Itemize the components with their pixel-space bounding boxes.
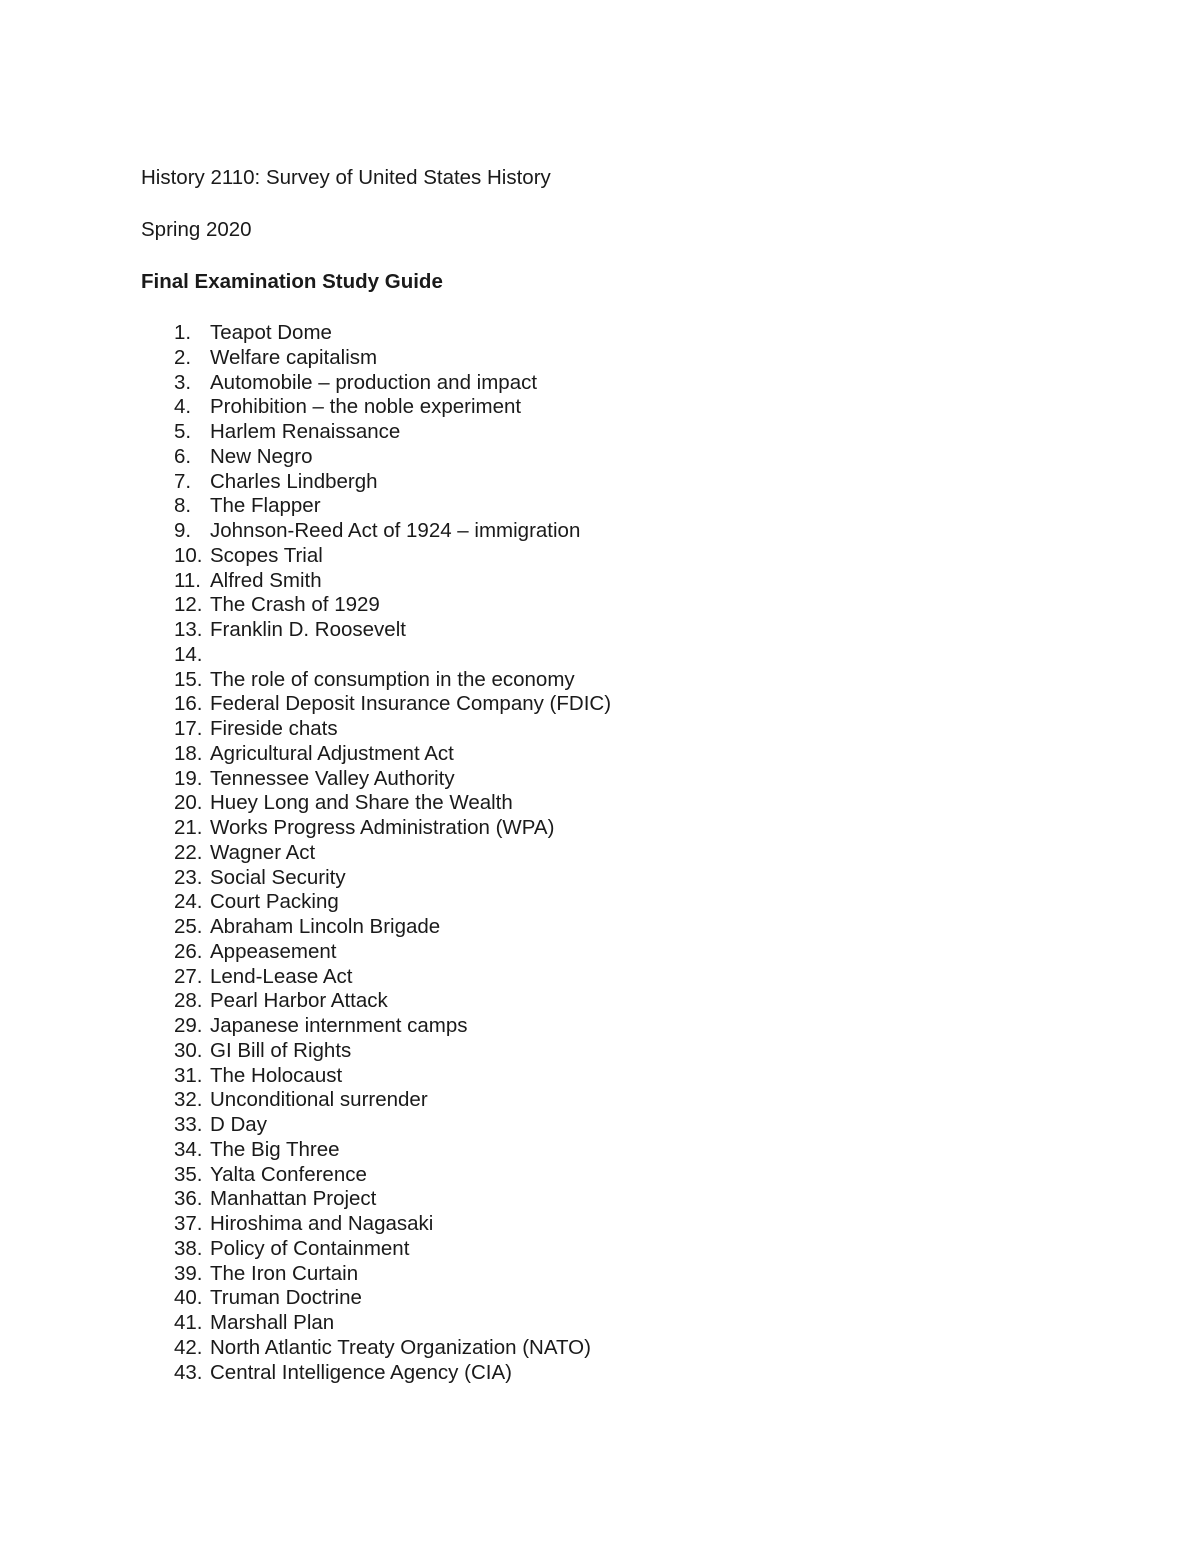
list-item [141, 742, 1041, 767]
list-item-number: 38. [174, 1236, 203, 1260]
list-item-number: 14. [174, 642, 203, 666]
list-item [141, 1311, 1041, 1336]
list-item [141, 692, 1041, 717]
list-item-text: Franklin D. Roosevelt [210, 618, 406, 641]
list-item-text: Marshall Plan [210, 1311, 335, 1334]
document-body [141, 164, 1041, 1385]
list-item-number: 8. [174, 494, 192, 518]
list-item-text: Scopes Trial [210, 543, 323, 567]
list-item-number: 24. [174, 890, 203, 914]
list-item-number: 4. [174, 395, 192, 419]
list-item [141, 494, 1041, 519]
list-item [141, 643, 1041, 668]
list-item-text: New Negro [210, 444, 313, 468]
list-item-text: Agricultural Adjustment Act [210, 741, 454, 765]
list-item-number: 40. [174, 1286, 203, 1310]
list-item-text: Truman Doctrine [210, 1286, 362, 1310]
list-item-number: 3. [174, 370, 192, 394]
list-item-number: 29. [174, 1014, 203, 1037]
list-item-text: The Holocaust [210, 1063, 343, 1087]
list-item [141, 1361, 1041, 1386]
list-item [141, 668, 1041, 693]
list-item-text: Huey Long and Share the Wealth [210, 791, 513, 815]
list-item [141, 1064, 1041, 1089]
list-item-number: 22. [174, 840, 203, 864]
list-item-text: Welfare capitalism [210, 345, 378, 369]
list-item-number: 13. [174, 618, 203, 641]
list-item-text: Court Packing [210, 890, 339, 914]
list-item-text: Policy of Containment [210, 1236, 410, 1260]
list-item-text: Hiroshima and Nagasaki [210, 1212, 434, 1235]
list-item [141, 371, 1041, 396]
list-item [141, 395, 1041, 420]
list-item [141, 569, 1041, 594]
list-item-text: The Crash of 1929 [210, 593, 380, 617]
list-item-text: Automobile – production and impact [210, 370, 538, 394]
list-item-text: Lend-Lease Act [210, 964, 353, 988]
list-item [141, 618, 1041, 643]
list-item-text: Alfred Smith [210, 568, 322, 592]
list-item-text: Fireside chats [210, 717, 338, 740]
list-item [141, 767, 1041, 792]
list-item-text: North Atlantic Treaty Organization (NATO) [210, 1335, 591, 1359]
list-item-number: 11. [174, 568, 201, 592]
list-item-number: 20. [174, 791, 203, 815]
list-item-number: 25. [174, 915, 203, 938]
list-item-text: Teapot Dome [210, 321, 332, 344]
list-item-text: Appeasement [210, 939, 337, 963]
list-item-number: 1. [174, 321, 192, 344]
list-item-number: 7. [174, 469, 192, 493]
list-item-number: 18. [174, 741, 203, 765]
list-item [141, 445, 1041, 470]
list-item-text: Unconditional surrender [210, 1088, 428, 1112]
list-item-text: Wagner Act [210, 840, 316, 864]
list-item-number: 43. [174, 1360, 203, 1384]
list-item [141, 1014, 1041, 1039]
list-item-number: 35. [174, 1162, 203, 1186]
list-item-number: 6. [174, 444, 192, 468]
list-item-number: 19. [174, 766, 203, 790]
list-item [141, 1039, 1041, 1064]
list-item [141, 321, 1041, 346]
list-item-number: 41. [174, 1311, 203, 1334]
list-item-number: 28. [174, 989, 203, 1013]
list-item-number: 26. [174, 939, 203, 963]
list-item [141, 717, 1041, 742]
list-item-text: The Flapper [210, 494, 321, 518]
list-item-number: 32. [174, 1088, 203, 1112]
list-item [141, 1138, 1041, 1163]
list-item-text: Charles Lindbergh [210, 469, 378, 493]
list-item-number: 21. [174, 816, 203, 839]
term-label: Spring 2020 [141, 218, 252, 241]
list-item [141, 1336, 1041, 1361]
list-item [141, 420, 1041, 445]
list-item-number: 12. [174, 593, 203, 617]
list-item-number: 23. [174, 865, 203, 889]
list-item [141, 965, 1041, 990]
list-item-number: 39. [174, 1261, 203, 1285]
list-item-number: 37. [174, 1212, 203, 1235]
list-item-text: The Iron Curtain [210, 1261, 359, 1285]
list-item-text: Japanese internment camps [210, 1014, 468, 1037]
list-item [141, 1237, 1041, 1262]
list-item [141, 866, 1041, 891]
list-item-number: 16. [174, 692, 203, 716]
study-guide-list [141, 321, 1041, 1385]
list-item-text: Works Progress Administration (WPA) [210, 816, 555, 839]
list-item-text: Johnson-Reed Act of 1924 – immigration [210, 519, 581, 542]
list-item [141, 816, 1041, 841]
list-item-text: The role of consumption in the economy [210, 667, 575, 691]
list-item-number: 9. [174, 519, 192, 542]
list-item [141, 1163, 1041, 1188]
list-item-text: Federal Deposit Insurance Company (FDIC) [210, 692, 612, 716]
list-item [141, 890, 1041, 915]
list-item-number: 10. [174, 543, 203, 567]
list-item [141, 519, 1041, 544]
list-item-text: Yalta Conference [210, 1162, 367, 1186]
list-item [141, 1113, 1041, 1138]
list-item-text: Harlem Renaissance [210, 420, 401, 443]
list-item [141, 593, 1041, 618]
list-item-number: 15. [174, 667, 203, 691]
course-title: History 2110: Survey of United States History [141, 166, 551, 189]
list-item-number: 34. [174, 1137, 203, 1161]
list-item-text: Manhattan Project [210, 1187, 377, 1211]
list-item-text: Social Security [210, 865, 346, 889]
list-item [141, 1088, 1041, 1113]
list-item-text: D Day [210, 1113, 267, 1136]
list-item [141, 346, 1041, 371]
list-item [141, 791, 1041, 816]
list-item [141, 915, 1041, 940]
list-item-text: Central Intelligence Agency (CIA) [210, 1360, 512, 1384]
list-item-number: 2. [174, 345, 192, 369]
list-item-text: Prohibition – the noble experiment [210, 395, 522, 419]
list-item [141, 989, 1041, 1014]
list-item-number: 17. [174, 717, 203, 740]
list-item [141, 470, 1041, 495]
list-item [141, 1286, 1041, 1311]
list-item [141, 1187, 1041, 1212]
list-item [141, 1212, 1041, 1237]
list-item [141, 841, 1041, 866]
list-item [141, 1262, 1041, 1287]
list-item-number: 31. [174, 1063, 203, 1087]
study-guide-title: Final Examination Study Guide [141, 270, 443, 293]
list-item [141, 544, 1041, 569]
list-item-text: Tennessee Valley Authority [210, 766, 455, 790]
list-item-number: 33. [174, 1113, 203, 1136]
list-item [141, 940, 1041, 965]
list-item-number: 36. [174, 1187, 203, 1211]
list-item-number: 27. [174, 964, 203, 988]
list-item-text: The Big Three [210, 1137, 340, 1161]
list-item-text: GI Bill of Rights [210, 1038, 352, 1062]
list-item-number: 30. [174, 1038, 203, 1062]
list-item-text: Abraham Lincoln Brigade [210, 915, 441, 938]
list-item-number: 5. [174, 420, 192, 443]
list-item-number: 42. [174, 1335, 203, 1359]
list-item-text: Pearl Harbor Attack [210, 989, 388, 1013]
